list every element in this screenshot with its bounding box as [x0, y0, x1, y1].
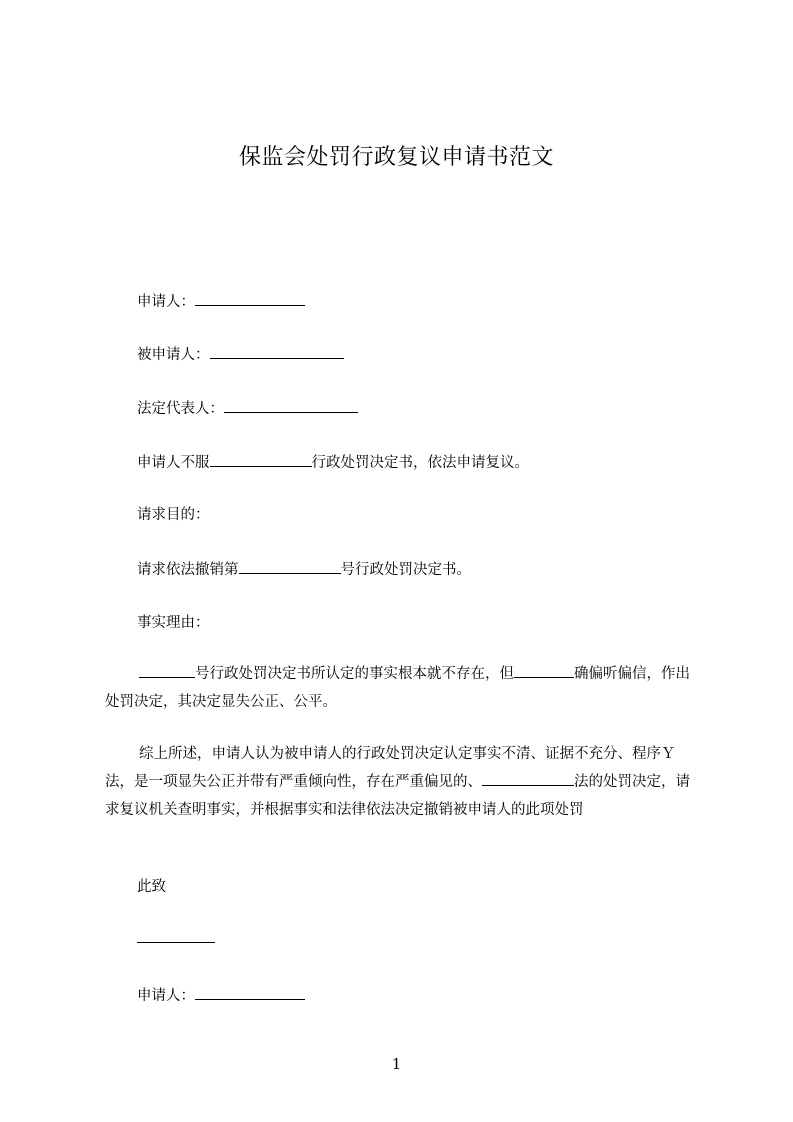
legal-rep-line [137, 398, 358, 419]
signature-line [137, 985, 305, 1006]
legal-rep-blank [224, 398, 358, 413]
summary-part2: 法的处罚决定，请求复议机关查明事实，并根据事实和法律依法决定撤销被申请人的此项处罚 [105, 774, 690, 818]
recipient-line [137, 928, 215, 949]
request-prefix: 请求依法撤销第 [137, 562, 239, 578]
request-line [137, 559, 471, 580]
reason-blank-2 [514, 663, 574, 678]
signature-blank [195, 985, 305, 1000]
reason-part2: 确偏听偏信，作出处罚决定，其决定显失公正、公平。 [105, 666, 690, 710]
reason-blank-1 [139, 663, 195, 678]
applicant-label: 申请人： [137, 294, 195, 310]
summary-blank [482, 771, 574, 786]
reason-heading: 事实理由： [137, 615, 210, 631]
request-blank [239, 559, 341, 574]
page-number: 1 [391, 1055, 402, 1073]
statement-prefix: 申请人不服 [137, 455, 210, 471]
closing-text: 此致 [137, 879, 166, 895]
summary-paragraph [105, 740, 697, 824]
respondent-line [137, 344, 344, 365]
applicant-blank [195, 291, 305, 306]
applicant-line [137, 291, 305, 312]
request-suffix: 号行政处罚决定书。 [340, 562, 471, 578]
legal-rep-label: 法定代表人： [137, 401, 224, 417]
statement-suffix: 行政处罚决定书，依法申请复议。 [311, 455, 529, 471]
statement-line [137, 452, 529, 473]
request-heading: 请求目的： [137, 507, 210, 523]
respondent-blank [210, 344, 344, 359]
summary-part1: 综上所述，申请人认为被申请人的行政处罚决定认定事实不清、证据不充分、程序Ｙ法，是一项显失公正并带有严重倾向性，存在严重偏见的、 [105, 746, 676, 790]
signature-label: 申请人： [137, 988, 195, 1004]
reason-paragraph [105, 660, 697, 716]
respondent-label: 被申请人： [137, 347, 210, 363]
recipient-blank [137, 928, 215, 943]
document-title: 保监会处罚行政复议申请书范文 [238, 145, 554, 170]
statement-blank [210, 452, 312, 467]
reason-part1: 号行政处罚决定书所认定的事实根本就不存在，但 [195, 666, 514, 682]
